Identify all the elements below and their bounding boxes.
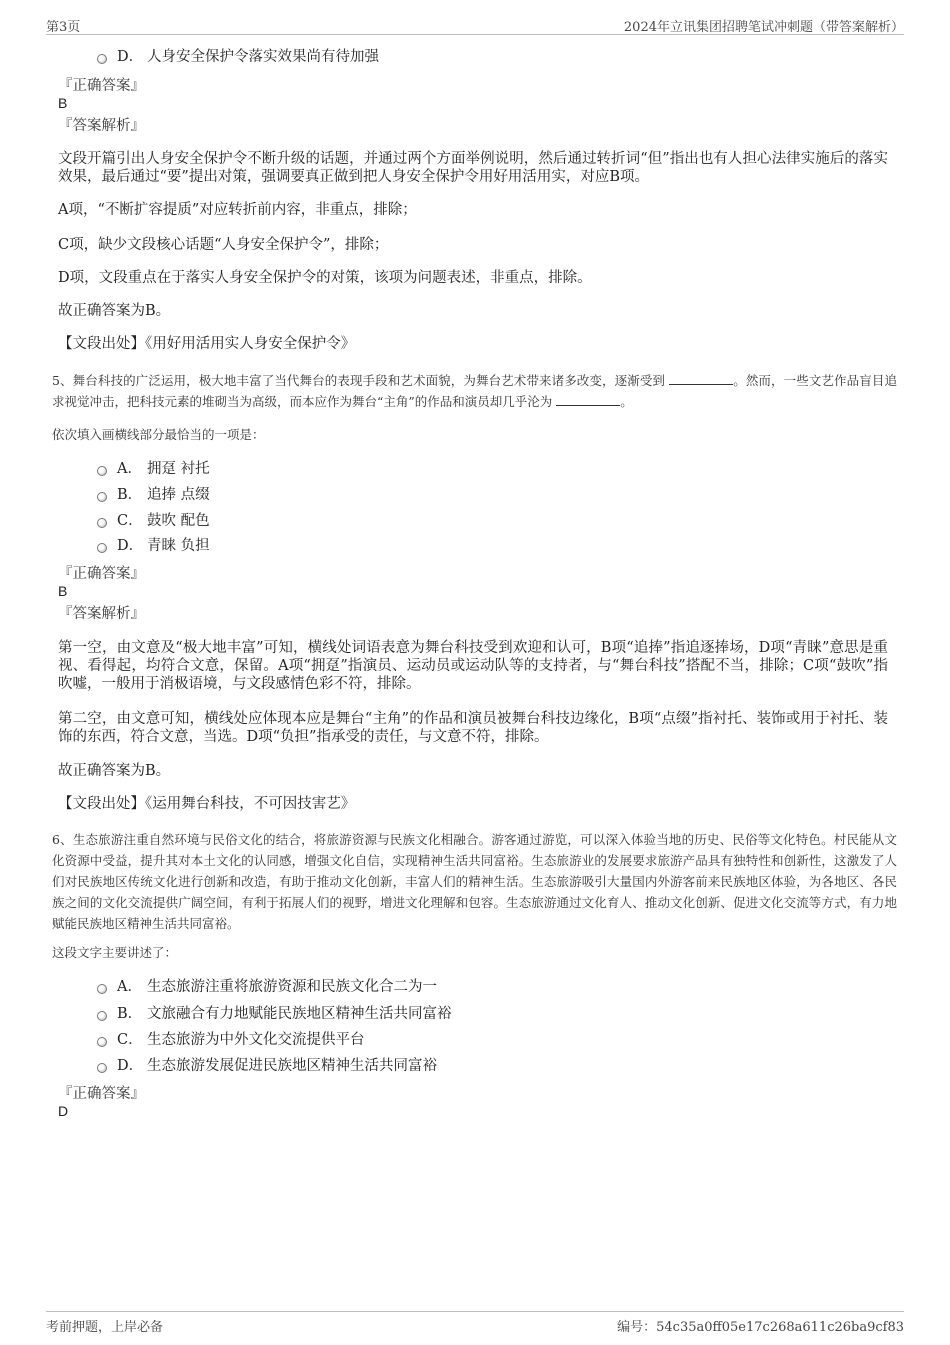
q4-analysis-p3: C项，缺少文段核心话题“人身安全保护令”，排除； [58,237,389,253]
radio-icon[interactable] [97,1063,107,1073]
q4-analysis-p5: 故正确答案为B。 [58,303,171,319]
radio-icon[interactable] [97,1011,107,1021]
radio-icon[interactable] [97,492,107,502]
q6-option-b[interactable]: B． 文旅融合有力地赋能民族地区精神生活共同富裕 [97,1004,452,1024]
q4-analysis-p1: 文段开篇引出人身安全保护令不断升级的话题，并通过两个方面举例说明，然后通过转折词“但”指出也有人担心法律实施后的落实效果，最后通过“要”提出对策，强调要真正做到把人身安全保护令用好用活用实，对应B项。 [58,151,888,185]
q5-option-d[interactable]: D． 青睐 负担 [97,536,210,556]
q5-answer-label: 『正确答案』 [58,566,145,582]
q4-answer-label: 『正确答案』 [58,78,145,94]
q4-analysis-label: 『答案解析』 [58,118,145,134]
q5-stem: 5、舞台科技的广泛运用，极大地丰富了当代舞台的表现手段和艺术面貌，为舞台艺术带来诸多改变，逐渐受到 。然而，一些文艺作品盲目追求视觉冲击，把科技元素的堆砌当为高级，而本应作为舞台“主角”的作品和演员却几乎沦为 。 [52,373,897,409]
q5-analysis-p3: 故正确答案为B。 [58,763,171,779]
q5-analysis-label: 『答案解析』 [58,606,145,622]
q5-option-b[interactable]: B． 追捧 点缀 [97,485,210,505]
radio-icon[interactable] [97,466,107,476]
page-number: 第3页 [46,20,81,35]
q6-answer: D [58,1103,69,1119]
document-title: 2024年立讯集团招聘笔试冲刺题（带答案解析） [623,20,904,35]
q6-option-d[interactable]: D． 生态旅游发展促进民族地区精神生活共同富裕 [97,1056,437,1076]
radio-icon[interactable] [97,543,107,553]
radio-icon[interactable] [97,984,107,994]
radio-icon[interactable] [97,518,107,528]
footer-slogan: 考前押题，上岸必备 [46,1320,164,1335]
q6-option-c[interactable]: C． 生态旅游为中外文化交流提供平台 [97,1030,365,1050]
q5-prompt: 依次填入画横线部分最恰当的一项是： [52,427,265,442]
q4-analysis-p4: D项，文段重点在于落实人身安全保护令的对策，该项为问题表述，非重点，排除。 [58,270,592,286]
document-serial: 编号：54c35a0ff05e17c268a611c26ba9cf83 [617,1320,904,1335]
q6-stem: 6、生态旅游注重自然环境与民俗文化的结合，将旅游资源与民族文化相融合。游客通过游览，可以深入体验当地的历史、民俗等文化特色。村民能从文化资源中受益，提升其对本土文化的认同感，增强文化自信，实现精神生活共同富裕。生态旅游业的发展要求旅游产品具有独特性和创新性，这激发了人们对民族地区传统文化进行创新和改造，有助于推动文化创新，丰富人们的精神生活。生态旅游吸引大量国内外游客前来民族地区体验，为各地区、各民族之间的文化交流提供广阔空间，有利于拓展人们的视野，增进文化理解和包容。生态旅游通过文化育人、推动文化创新、促进文化交流等方式，有力地赋能民族地区精神生活共同富裕。 [52,832,897,931]
page-footer [46,1311,904,1338]
radio-icon[interactable] [97,54,107,64]
q5-option-a[interactable]: A． 拥趸 衬托 [97,459,210,479]
q5-source: 【文段出处】《运用舞台科技，不可因技害艺》 [58,796,356,812]
q4-option-d[interactable]: D． 人身安全保护令落实效果尚有待加强 [97,47,379,67]
q5-option-c[interactable]: C． 鼓吹 配色 [97,511,210,531]
q4-source: 【文段出处】《用好用活用实人身安全保护令》 [58,336,356,352]
q5-analysis-p2: 第二空，由文意可知，横线处应体现本应是舞台“主角”的作品和演员被舞台科技边缘化，B项“点缀”指衬托、装饰或用于衬托、装饰的东西，符合文意，当选。D项“负担”指承受的责任，与文意不符，排除。 [58,711,888,745]
q5-analysis-p1: 第一空，由文意及“极大地丰富”可知，横线处词语表意为舞台科技受到欢迎和认可，B项“追捧”指追逐捧场，D项“青睐”意思是重视、看得起，均符合文意，保留。A项“拥趸”指演员、运动员或运动队等的支持者，与“舞台科技”搭配不当，排除；C项“鼓吹”指吹嘘，一般用于消极语境，与文段感情色彩不符，排除。 [58,640,888,692]
q6-prompt: 这段文字主要讲述了： [52,945,178,960]
fill-blank [669,372,733,385]
q4-analysis-p2: A项，“不断扩容提质”对应转折前内容，非重点，排除； [58,202,417,218]
q6-answer-label: 『正确答案』 [58,1086,145,1102]
fill-blank [556,393,620,406]
page-header [46,14,904,35]
q4-answer: B [58,95,68,111]
q5-answer: B [58,583,68,599]
q6-option-a[interactable]: A． 生态旅游注重将旅游资源和民族文化合二为一 [97,977,437,997]
radio-icon[interactable] [97,1037,107,1047]
